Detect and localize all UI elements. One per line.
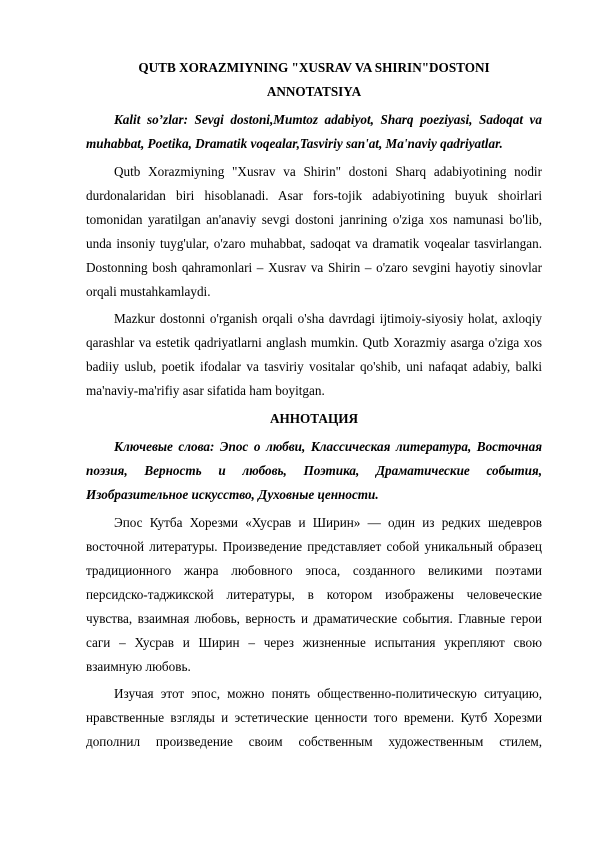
ru-keywords: Ключевые слова: Эпос о любви, Классическая литература, Восточная поэзия, Верность и любовь, Поэтика, Драматические события, Изобразительное искусство, Духовные ценности.: [86, 439, 542, 502]
uz-keywords: Kalit so’zlar: Sevgi dostoni,Mumtoz adabiyot, Sharq poeziyasi, Sadoqat va muhabbat, Poetika, Dramatik voqealar,Tasviriy san'at, Ma'naviy qadriyatlar.: [86, 112, 542, 151]
uz-paragraph-1: Qutb Xorazmiyning "Xusrav va Shirin" dostoni Sharq adabiyotining nodir durdonalaridan biri hisoblanadi. Asar fors-tojik adabiyotining buyuk shoirlari tomonidan yaratilgan an'anaviy sevgi dostoni janrining o'ziga xos namunasi bo'lib, unda insoniy tuyg'ular, o'zaro muhabbat, sadoqat va dramatik voqealar tasvirlangan. Dostonning bosh qahramonlari – Xusrav va Shirin – o'zaro sevgini hayotiy sinovlar orqali mustahkamlaydi.: [86, 164, 542, 299]
uz-title-line2: ANNOTATSIYA: [266, 84, 362, 99]
uz-paragraph-2: Mazkur dostonni o'rganish orqali o'sha davrdagi ijtimoiy-siyosiy holat, axloqiy qarashlar va estetik qadriyatlarni anglash mumkin. Qutb Xorazmiy asarga o'ziga xos badiiy uslub, poetik ifodalar va tasviriy vositalar qo'shib, uni nafaqat adabiy, balki ma'naviy-ma'rifiy asar sifatida ham boyitgan.: [86, 311, 542, 398]
ru-paragraph-1: Эпос Кутба Хорезми «Хусрав и Ширин» — один из редких шедевров восточной литературы. Произведение представляет собой уникальный образец традиционного жанра любовного эпоса, созданного великими поэтами персидско-таджикской литературы, в котором изображены человеческие чувства, взаимная любовь, верность и драматические события. Главные герои саги – Хусрав и Ширин – через жизненные испытания укрепляют свою взаимную любовь.: [86, 515, 542, 674]
ru-paragraph-2: Изучая этот эпос, можно понять общественно-политическую ситуацию, нравственные взгляды и эстетические ценности того времени. Кутб Хорезми дополнил произведение своим собственным художественным стилем,: [86, 686, 542, 749]
ru-title: АННОТАЦИЯ: [270, 411, 358, 426]
uz-title-line1: QUTB XORAZMIYNING "XUSRAV VA SHIRIN"DOSTONI: [138, 60, 490, 75]
